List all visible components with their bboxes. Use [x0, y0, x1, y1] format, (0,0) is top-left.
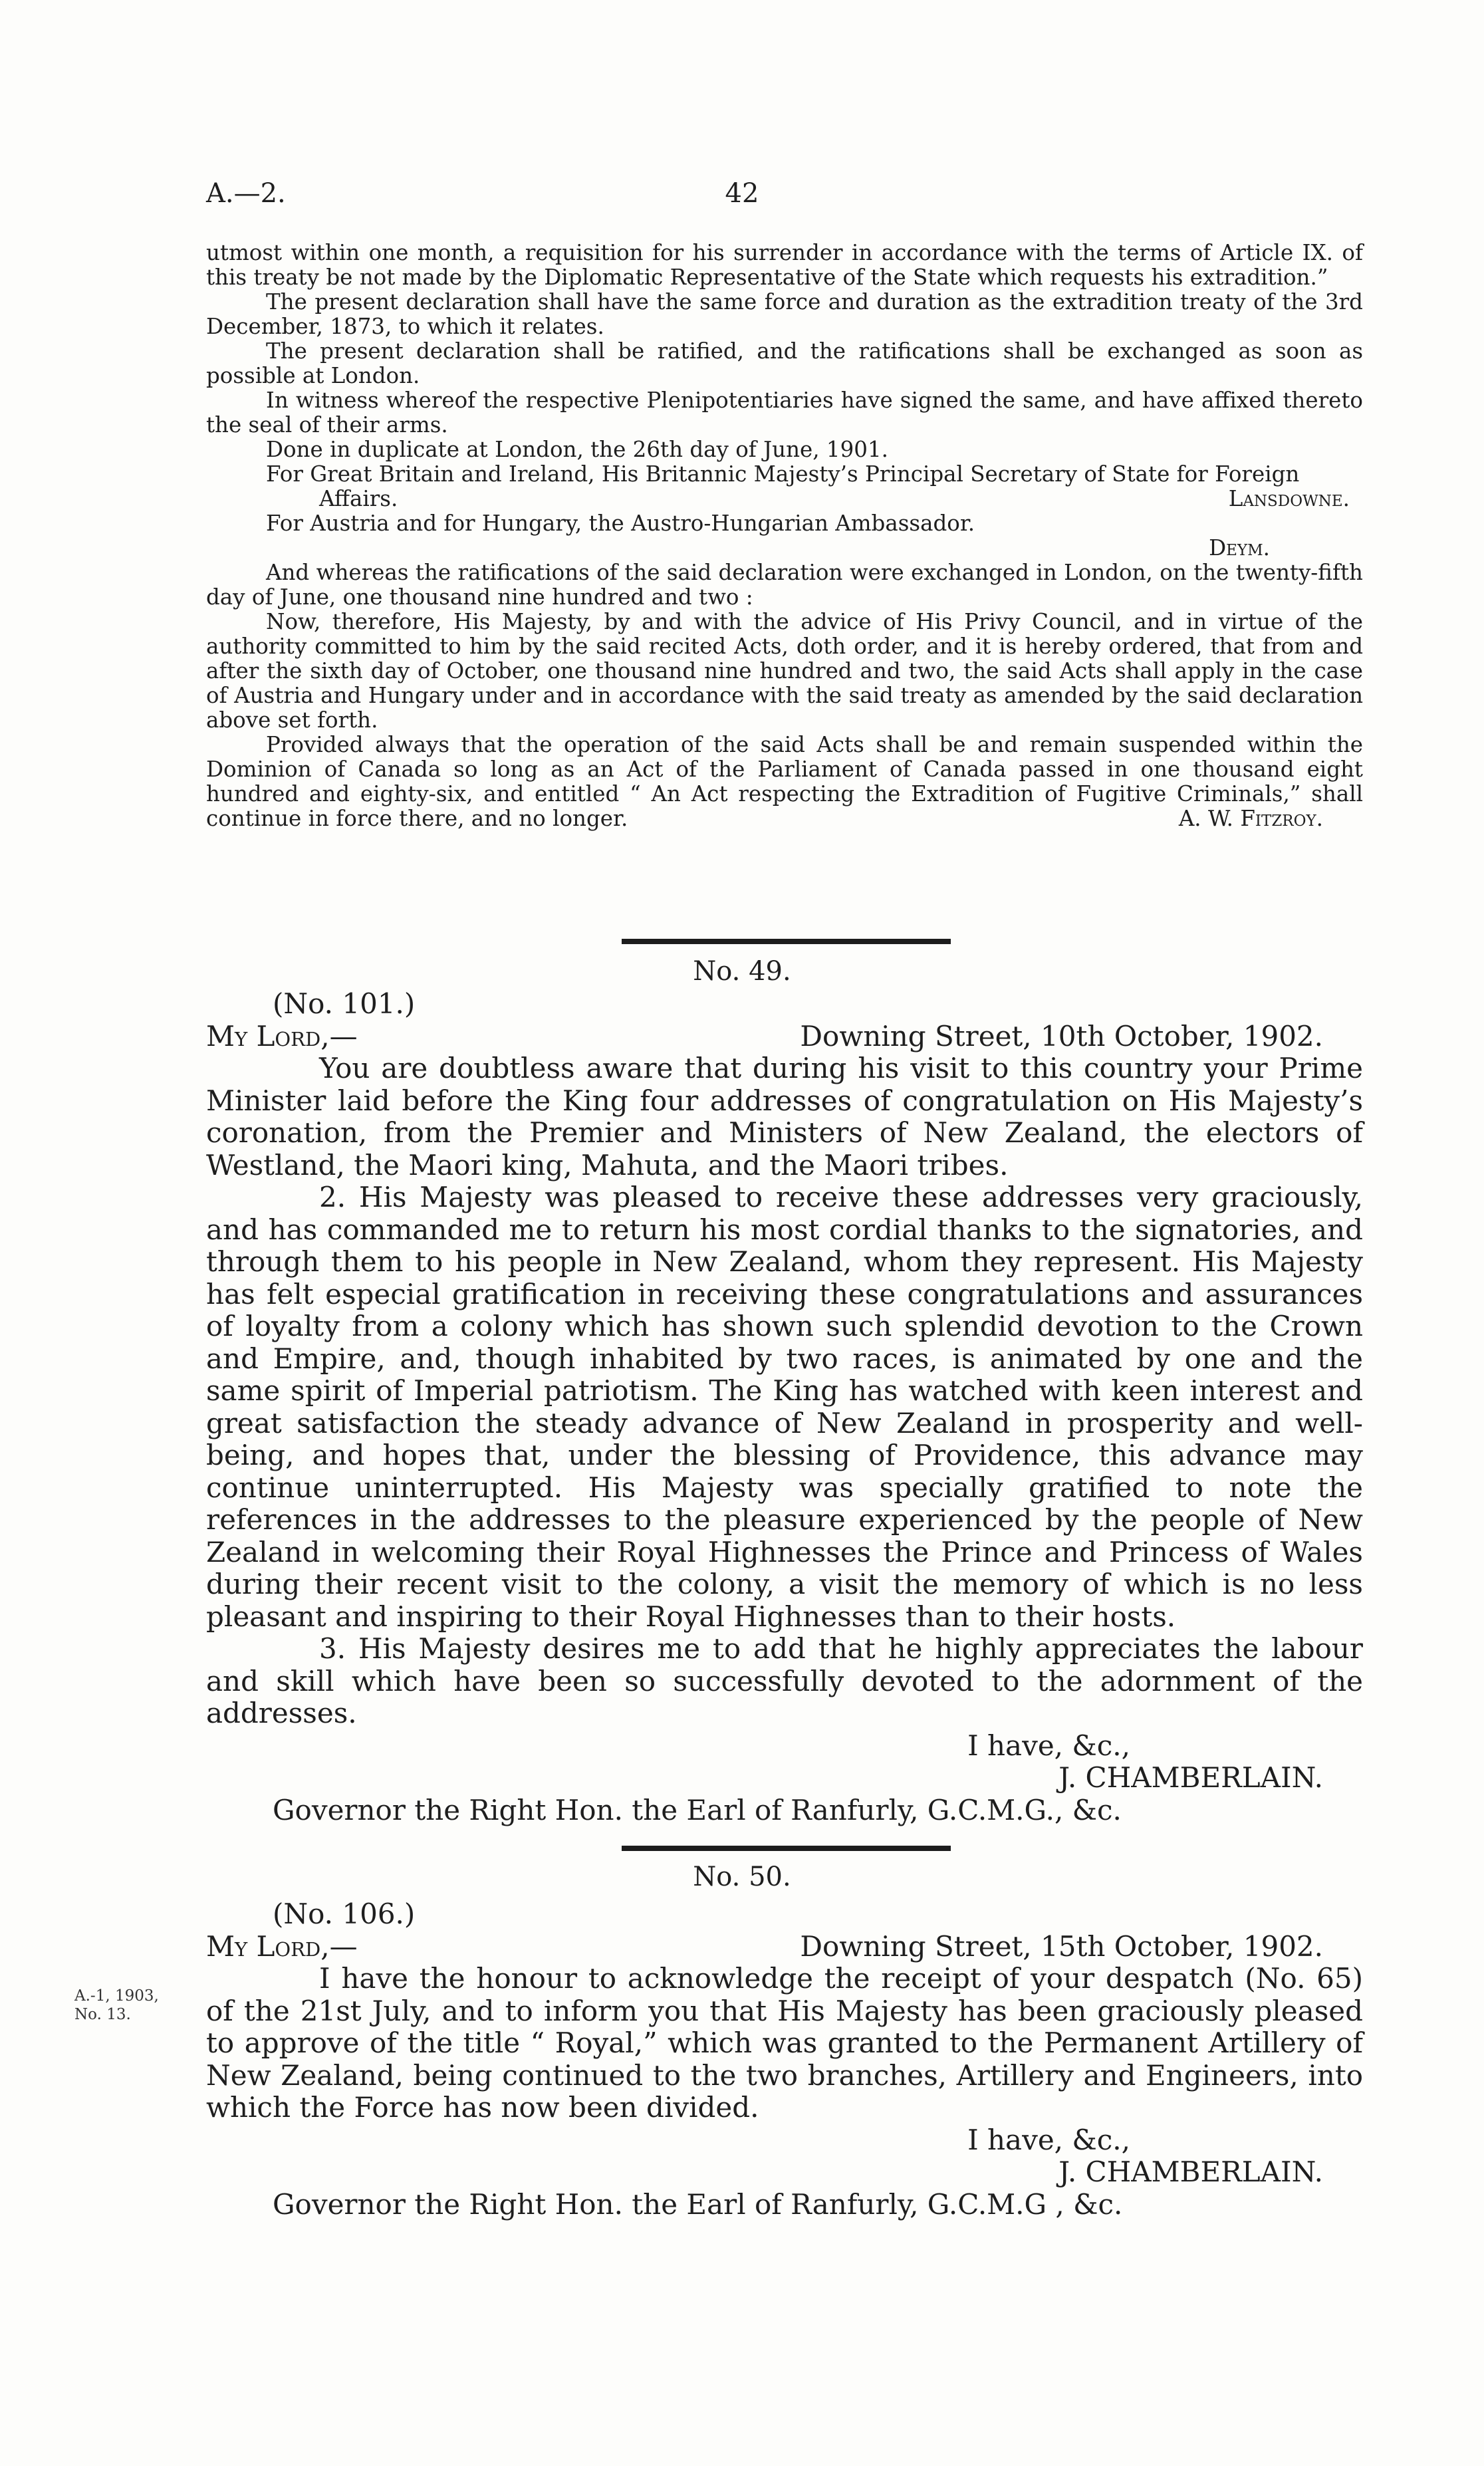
letter-49-signature: J. CHAMBERLAIN. — [1058, 1761, 1323, 1794]
section-divider — [622, 939, 951, 944]
letter-49 — [206, 988, 1363, 1826]
declaration-paragraph: Now, therefore, His Majesty, by and with the advice of His Privy Council, and in virtue of the authority committed to him by the said recited Acts, doth order, and it is hereby ordered, that from and after the sixth day of October, one thousand nine hundred and two, the said Acts shall apply in the case of Austria and Hungary under and in accordance with the said treaty as amended by the said declaration above set forth. — [206, 609, 1363, 733]
letter-50-paragraph: I have the honour to acknowledge the receipt of your despatch (No. 65) of the 21st July, and to inform you that His Majesty has been graciously pleased to approve of the title “ Royal,” which was granted to the Permanent Artillery of New Zealand, being continued to the two branches, Artillery and Engineers, into which the Force has now been divided. — [206, 1962, 1363, 2124]
margin-note — [74, 1987, 159, 2024]
letter-49-closing: I have, &c., — [967, 1729, 1130, 1762]
declaration-paragraph: Affairs. — [319, 486, 398, 511]
letter-49-salutation: My Lord,— — [206, 1019, 358, 1052]
signature-fitzroy: A. W. Fitzroy. — [1178, 806, 1323, 831]
signature-deym: Deym. — [1209, 535, 1270, 560]
declaration-paragraph: Provided always that the operation of the said Acts shall be and remain suspended within the Dominion of Canada so long as an Act of the Parliament of Canada passed in one thousand eight hundred and eighty-six, and entitled “ An Act respecting the Extradition of Fugitive Criminals,” shall continue in force there, and no longer. — [206, 732, 1363, 831]
letter-50-closing: I have, &c., — [967, 2123, 1130, 2156]
section-divider — [622, 1846, 951, 1851]
margin-note-line: A.-1, 1903, — [74, 1987, 159, 2005]
letter-50 — [206, 1898, 1363, 2221]
document-reference: A.—2. — [206, 178, 286, 209]
signature-lansdowne: Lansdowne. — [1228, 486, 1350, 511]
declaration-paragraph: And whereas the ratifications of the said declaration were exchanged in London, on the twenty-fifth day of June, one thousand nine hundred and two : — [206, 560, 1363, 610]
letter-49-paragraph: 3. His Majesty desires me to add that he highly appreciates the labour and skill which have been so successfully devoted to the adornment of the addresses. — [206, 1632, 1363, 1729]
letter-50-place-date: Downing Street, 15th October, 1902. — [800, 1929, 1323, 1963]
letter-49-addressee: Governor the Right Hon. the Earl of Ranfurly, G.C.M.G., &c. — [273, 1793, 1122, 1826]
declaration-text — [206, 241, 1363, 831]
letter-50-ref: (No. 106.) — [273, 1898, 416, 1930]
letter-49-place-date: Downing Street, 10th October, 1902. — [800, 1019, 1323, 1052]
declaration-paragraph: For Austria and for Hungary, the Austro-Hungarian Ambassador. — [266, 511, 975, 536]
declaration-paragraph: For Great Britain and Ireland, His Britannic Majesty’s Principal Secretary of State for Foreign — [266, 461, 1300, 487]
declaration-paragraph: The present declaration shall have the same force and duration as the extradition treaty of the 3rd December, 1873, to which it relates. — [206, 289, 1363, 339]
page-number: 42 — [725, 178, 759, 209]
declaration-paragraph: In witness whereof the respective Plenipotentiaries have signed the same, and have affixed thereto the seal of their arms. — [206, 388, 1363, 437]
letter-49-paragraph: 2. His Majesty was pleased to receive these addresses very graciously, and has commanded me to return his most cordial thanks to the signatories, and through them to his people in New Zealand, whom they represent. His Majesty has felt especial gratification in receiving these congratulations and assurances of loyalty from a colony which has shown such splendid devotion to the Crown and Empire, and, though inhabited by two races, is animated by one and the same spirit of Imperial patriotism. The King has watched with keen interest and great satisfaction the steady advance of New Zealand in prosperity and well-being, and hopes that, under the blessing of Providence, this advance may continue uninterrupted. His Majesty was specially gratified to note the references in the addresses to the pleasure experienced by the people of New Zealand in welcoming their Royal Highnesses the Prince and Princess of Wales during their recent visit to the colony, a visit the memory of which is no less pleasant and inspiring to their Royal Highnesses than to their hosts. — [206, 1181, 1363, 1633]
letter-49-paragraph: You are doubtless aware that during his visit to this country your Prime Minister laid before the King four addresses of congratulation on His Majesty’s coronation, from the Premier and Ministers of New Zealand, the electors of Westland, the Maori king, Mahuta, and the Maori tribes. — [206, 1052, 1363, 1181]
letter-50-salutation: My Lord,— — [206, 1929, 358, 1963]
letter-49-ref: (No. 101.) — [273, 987, 416, 1020]
letter-50-addressee: Governor the Right Hon. the Earl of Ranfurly, G.C.M.G , &c. — [273, 2187, 1123, 2221]
declaration-paragraph: Done in duplicate at London, the 26th day of June, 1901. — [266, 437, 888, 462]
letter-50-signature: J. CHAMBERLAIN. — [1058, 2156, 1323, 2188]
letter-49-title: No. 49. — [693, 956, 791, 987]
declaration-paragraph: utmost within one month, a requisition for his surrender in accordance with the terms of Article IX. of this treaty be not made by the Diplomatic Representative of the State which requests his extradition.” — [206, 240, 1363, 290]
letter-50-title: No. 50. — [693, 1862, 791, 1892]
margin-note-line: No. 13. — [74, 2006, 131, 2023]
declaration-paragraph: The present declaration shall be ratified, and the ratifications shall be exchanged as soon as possible at London. — [206, 338, 1363, 388]
